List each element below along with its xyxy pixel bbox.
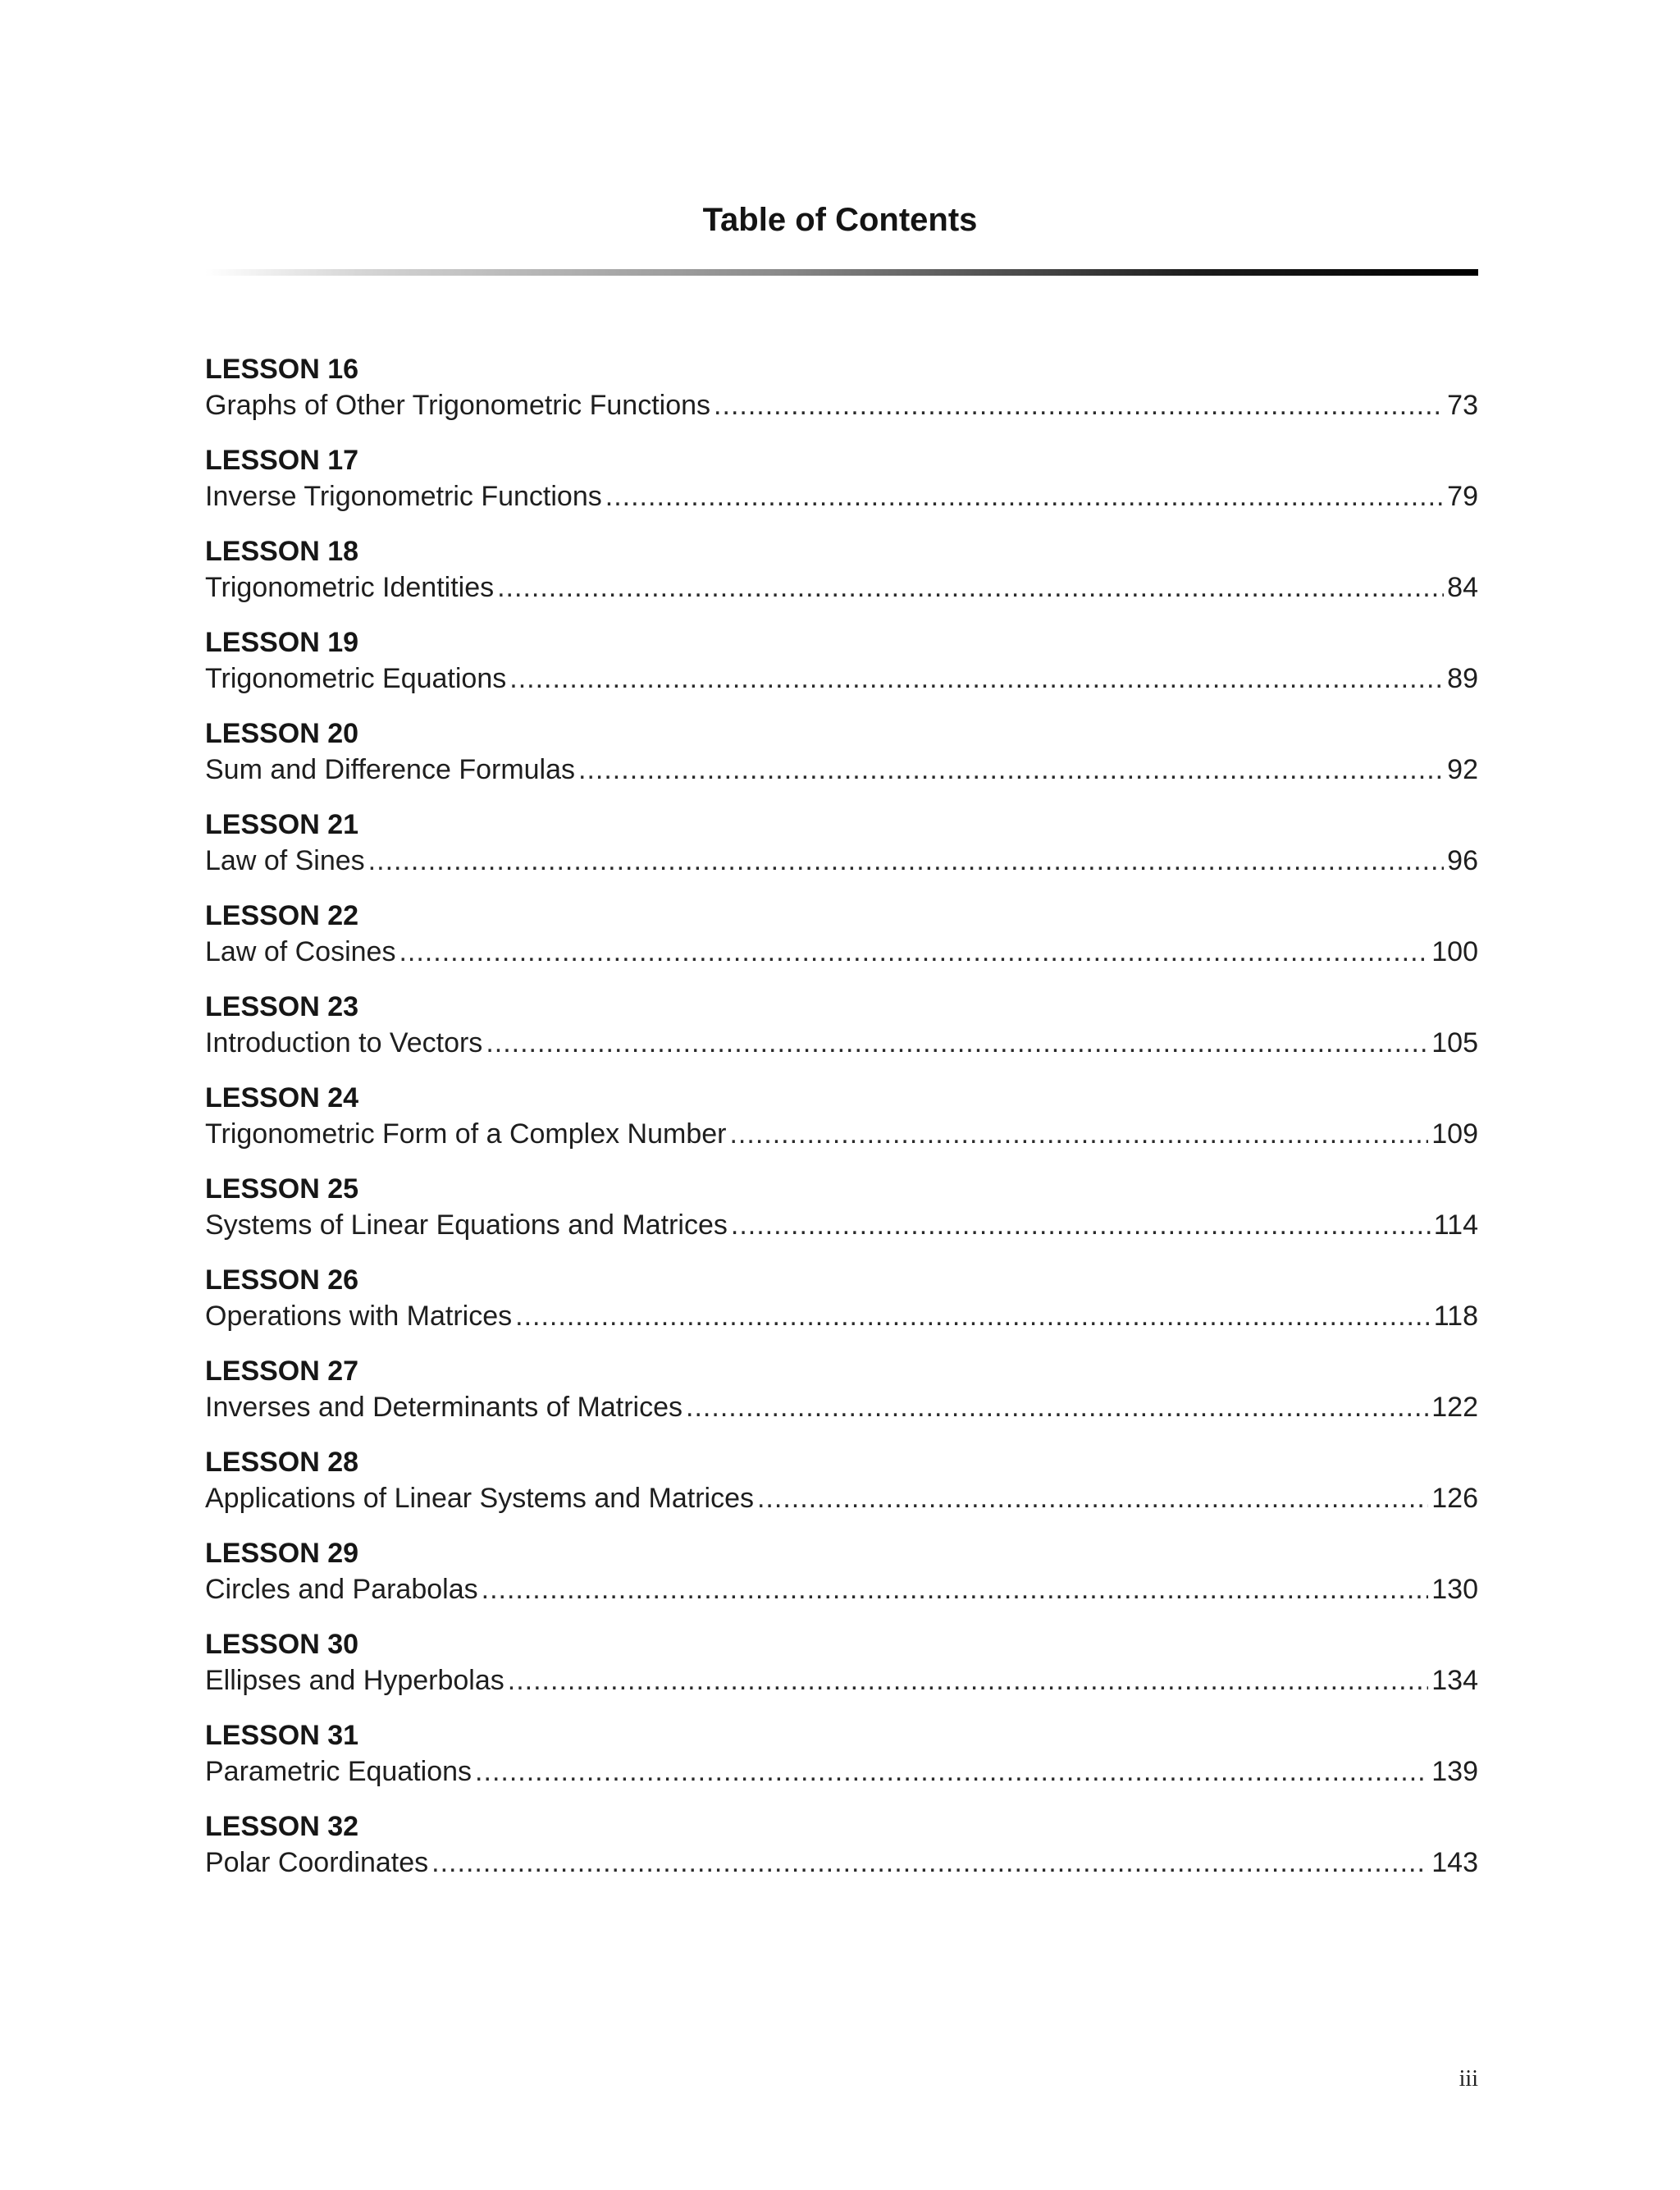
lesson-label: LESSON 26 (205, 1264, 359, 1296)
entry-title: Applications of Linear Systems and Matrices (205, 1483, 754, 1514)
entry-page-number: 79 (1447, 481, 1478, 512)
dot-leader (578, 752, 1444, 788)
entry-title: Inverse Trigonometric Functions (205, 481, 602, 512)
entry-page-number: 139 (1431, 1756, 1478, 1787)
dot-leader (729, 1116, 1428, 1152)
toc-entry[interactable] (205, 1626, 1478, 1717)
entry-page-number: 96 (1447, 845, 1478, 876)
lesson-label: LESSON 17 (205, 445, 359, 476)
lesson-label: LESSON 19 (205, 627, 359, 658)
toc-entry[interactable] (205, 351, 1478, 442)
toc-entry[interactable] (205, 624, 1478, 716)
lesson-label: LESSON 29 (205, 1538, 359, 1569)
lesson-label: LESSON 22 (205, 900, 359, 931)
page-title: Table of Contents (702, 202, 978, 238)
toc-entry[interactable] (205, 1444, 1478, 1535)
entry-title: Introduction to Vectors (205, 1027, 483, 1058)
entry-title: Graphs of Other Trigonometric Functions (205, 390, 711, 421)
entry-title: Trigonometric Identities (205, 572, 495, 603)
toc-line (205, 752, 1478, 788)
toc-entry[interactable] (205, 898, 1478, 989)
entry-page-number: 134 (1431, 1665, 1478, 1696)
dot-leader (486, 1025, 1428, 1061)
entry-title: Polar Coordinates (205, 1847, 429, 1878)
entry-page-number: 105 (1431, 1027, 1478, 1058)
lesson-label: LESSON 20 (205, 718, 359, 749)
dot-leader (399, 934, 1428, 970)
entry-page-number: 114 (1433, 1209, 1478, 1241)
toc-entry[interactable] (205, 1262, 1478, 1353)
lesson-label: LESSON 30 (205, 1629, 359, 1660)
toc-entry[interactable] (205, 1808, 1478, 1900)
toc-line (205, 1753, 1478, 1790)
toc-line (205, 1389, 1478, 1425)
entry-page-number: 126 (1431, 1483, 1478, 1514)
toc-entry[interactable] (205, 1717, 1478, 1808)
toc-line (205, 1845, 1478, 1881)
title-rule-divider (205, 269, 1478, 276)
toc-line (205, 1116, 1478, 1152)
entry-title: Trigonometric Form of a Complex Number (205, 1118, 727, 1150)
toc-line (205, 1571, 1478, 1607)
entry-page-number: 92 (1447, 754, 1478, 785)
entry-title: Operations with Matrices (205, 1301, 513, 1332)
entry-page-number: 109 (1431, 1118, 1478, 1150)
lesson-label: LESSON 25 (205, 1173, 359, 1205)
toc-entry[interactable] (205, 807, 1478, 898)
dot-leader (515, 1298, 1431, 1334)
toc-line (205, 387, 1478, 423)
lesson-label: LESSON 18 (205, 536, 359, 567)
toc-entry[interactable] (205, 989, 1478, 1080)
toc-entry[interactable] (205, 442, 1478, 533)
dot-leader (509, 661, 1444, 697)
entry-page-number: 122 (1431, 1392, 1478, 1423)
dot-leader (497, 569, 1444, 606)
toc-line (205, 1480, 1478, 1516)
dot-leader (482, 1571, 1429, 1607)
lesson-label: LESSON 23 (205, 991, 359, 1022)
toc-line (205, 1025, 1478, 1061)
entry-page-number: 130 (1431, 1574, 1478, 1605)
toc-line (205, 569, 1478, 606)
toc-entry[interactable] (205, 1353, 1478, 1444)
toc-entry[interactable] (205, 1171, 1478, 1262)
entry-page-number: 118 (1433, 1301, 1478, 1332)
toc-line (205, 1662, 1478, 1699)
toc-line (205, 478, 1478, 514)
dot-leader (605, 478, 1444, 514)
toc-line (205, 934, 1478, 970)
dot-leader (686, 1389, 1428, 1425)
entry-page-number: 143 (1431, 1847, 1478, 1878)
dot-leader (757, 1480, 1428, 1516)
entry-title: Parametric Equations (205, 1756, 472, 1787)
entry-title: Law of Sines (205, 845, 365, 876)
lesson-label: LESSON 27 (205, 1356, 359, 1387)
toc-line (205, 1298, 1478, 1334)
entry-page-number: 84 (1447, 572, 1478, 603)
entry-title: Law of Cosines (205, 936, 396, 967)
toc-entry[interactable] (205, 1080, 1478, 1171)
entry-page-number: 89 (1447, 663, 1478, 694)
toc-entry[interactable] (205, 1535, 1478, 1626)
table-of-contents (205, 351, 1478, 1900)
entry-title: Systems of Linear Equations and Matrices (205, 1209, 728, 1241)
dot-leader (431, 1845, 1428, 1881)
dot-leader (714, 387, 1444, 423)
dot-leader (475, 1753, 1428, 1790)
toc-line (205, 1207, 1478, 1243)
entry-title: Circles and Parabolas (205, 1574, 478, 1605)
toc-entry[interactable] (205, 533, 1478, 624)
lesson-label: LESSON 32 (205, 1811, 359, 1842)
toc-line (205, 661, 1478, 697)
toc-entry[interactable] (205, 716, 1478, 807)
lesson-label: LESSON 28 (205, 1447, 359, 1478)
lesson-label: LESSON 21 (205, 809, 359, 840)
entry-title: Ellipses and Hyperbolas (205, 1665, 504, 1696)
entry-title: Inverses and Determinants of Matrices (205, 1392, 683, 1423)
lesson-label: LESSON 31 (205, 1720, 359, 1751)
toc-line (205, 843, 1478, 879)
dot-leader (731, 1207, 1431, 1243)
page-number: iii (1459, 2066, 1478, 2092)
dot-leader (368, 843, 1445, 879)
entry-title: Trigonometric Equations (205, 663, 507, 694)
entry-page-number: 73 (1447, 390, 1478, 421)
lesson-label: LESSON 24 (205, 1082, 359, 1113)
dot-leader (508, 1662, 1429, 1699)
entry-page-number: 100 (1431, 936, 1478, 967)
entry-title: Sum and Difference Formulas (205, 754, 576, 785)
lesson-label: LESSON 16 (205, 354, 359, 385)
